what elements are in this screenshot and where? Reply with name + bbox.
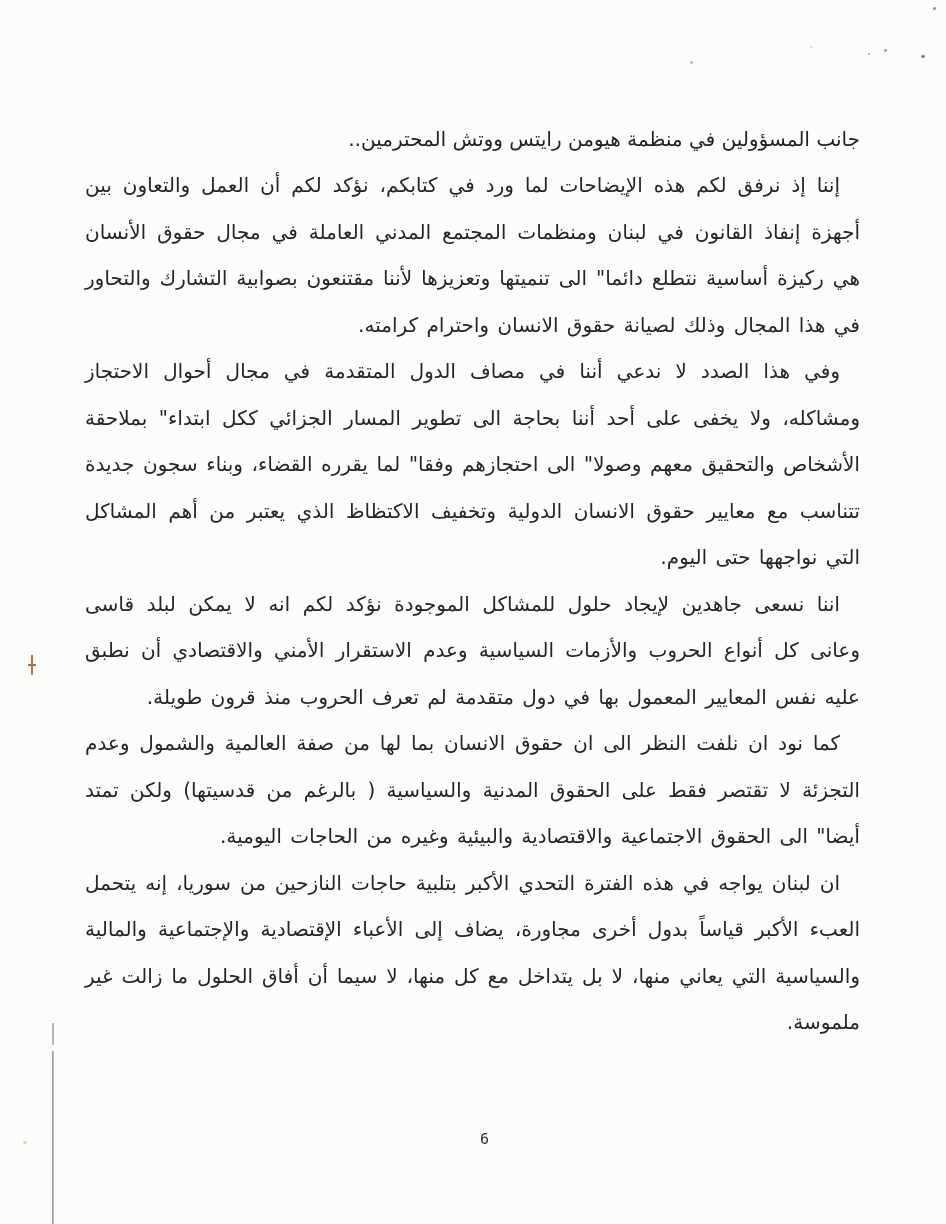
paragraph-refugee-burden: ان لبنان يواجه في هذه الفترة التحدي الأكبر بتلبية حاجات النازحين من سوريا، إنه يتحمل العبء الأكبر قياساً بدول أخرى مجاورة، يضاف إلى الأعباء الإقتصادية والإجتماعية والمالية والسياسية التي يعاني منها، لا بل يتداخل مع كل منها، لا سيما أن أفاق الحلول ما زالت غير ملموسة. — [85, 870, 860, 1034]
letter-body — [85, 0, 860, 1046]
scan-speck — [933, 7, 936, 10]
scan-artifact-vertical-line-bottom — [52, 1051, 54, 1224]
scan-speck — [23, 1141, 27, 1144]
paragraph-solutions-context: اننا نسعى جاهدين لإيجاد حلول للمشاكل الموجودة نؤكد لكم انه لا يمكن لبلد قاسى وعانى كل أنواع الحروب والأزمات السياسية وعدم الاستقرار الأمني والاقتصادي أن نطبق عليه نفس المعايير المعمول بها في دول متقدمة لم تعرف الحروب منذ قرون طويلة. — [85, 591, 860, 709]
margin-mark-stem — [31, 655, 33, 675]
paragraph-intro-cooperation: إننا إذ نرفق لكم هذه الإيضاحات لما ورد في كتابكم، نؤكد لكم أن العمل والتعاون بين أجهزة إنفاذ القانون في لبنان ومنظمات المجتمع المدني العاملة في مجال حقوق الأنسان هي ركيزة أساسية نتطلع دائما" الى تنميتها وتعزيزها لأننا مقتنعون بصوابية التشارك والتحاور في هذا المجال وذلك لصيانة حقوق الانسان واحترام كرامته. — [85, 173, 860, 337]
scan-speck — [868, 53, 870, 55]
handwritten-margin-mark — [28, 655, 36, 675]
scan-speck — [921, 55, 925, 58]
scan-artifact-vertical-line-top — [52, 1023, 54, 1045]
margin-mark-bar — [28, 664, 36, 666]
page-number: 6 — [480, 1130, 490, 1148]
paragraph-detention-conditions: وفي هذا الصدد لا ندعي أننا في مصاف الدول المتقدمة في مجال أحوال الاحتجاز ومشاكله، ولا يخفى على أحد أننا بحاجة الى تطوير المسار الجزائي ككل ابتداء" بملاحقة الأشخاص والتحقيق معهم وصولا" الى احتجازهم وفقا" لما يقرره القضاء، وبناء سجون جديدة تتناسب مع معايير حقوق الانسان الدولية وتخفيف الاكتظاظ الذي يعتبر من أهم المشاكل التي نواجهها حتى اليوم. — [85, 359, 860, 569]
paragraph-rights-universality: كما نود ان نلفت النظر الى ان حقوق الانسان بما لها من صفة العالمية والشمول وعدم التجزئة لا تقتصر فقط على الحقوق المدنية والسياسية ( بالرغم من قدسيتها) ولكن تمتد أيضا" الى الحقوق الاجتماعية والاقتصادية والبيئية وغيره من الحاجات اليومية. — [85, 731, 860, 848]
salutation-line: جانب المسؤولين في منظمة هيومن رايتس ووتش المحترمين.. — [348, 127, 860, 151]
scan-speck — [884, 49, 887, 52]
